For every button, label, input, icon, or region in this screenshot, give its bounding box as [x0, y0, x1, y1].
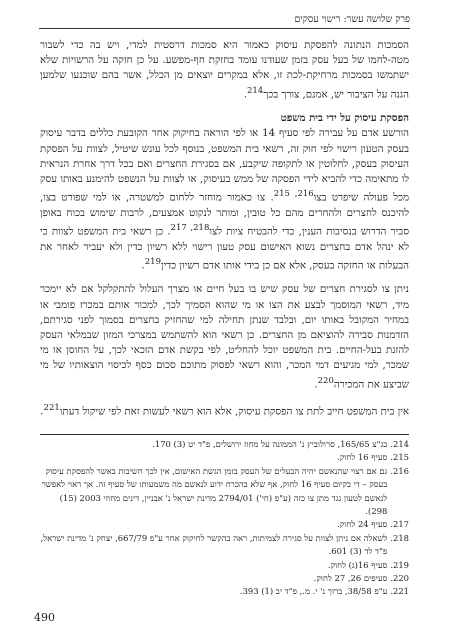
footnote-text: סעיף 24 לחוק. — [337, 519, 388, 530]
footnote-ref-215-216[interactable]: 216, 215 — [273, 189, 314, 200]
footnote-text: לשאלה אם ניתן לצוות על סגירה לצמיתות, ראה בהקשר לחיקוק אחר ע"פ 667/79, יצחק נ' מדינת ישראל, פ"ד לד (3) 601. — [40, 532, 388, 557]
page-number: 490 — [34, 611, 55, 624]
paragraph-4-text: אין בית המשפט חייב לתת צו הפסקת עיסוק, אלא הוא רשאי לעשות זאת לפי שיקול דעתו — [59, 406, 409, 418]
footnote-text: סעיפים 26, 27 לחוק. — [313, 573, 388, 584]
footnote-text: גם אם רצוי שהנאשם יהיה הבעלים של העסק בזמן הגשת האישום, אין לכך חשיבות באשר להפסקת עיסוק בעסק – די בקיום סעיף 16 לחוק, אף שלא בהכרח ידוע לנאשם מה משמעותו של סעיף זה. אך ראוי לאפשר לנאשם לטעון נגד מתן צו כזה (ע"פ (חי') 2794/01 מדינת ישראל נ' אבניין, דינים מחוזי 2003 (15) 298). — [41, 465, 388, 517]
footnote-text: סעיף 16(ג) לחוק. — [327, 559, 388, 570]
paragraph-3: ניתן צו לסגירת חצרים של עסק שיש בו בעל חיים או מצרך העלול להתקלקל אם לא יימכר מיד, רשאי המוסמך לבצע את הצו או מי שהוא הסמיך לכך, למכור אותם במכרז פומבי או במחיר המקובל באותו יום, ובלבד שנתן תחילה למי שהחזיק בחצרים בסמוך לפני סגירתם, הזדמנות סבירה להוציאם מן החצרים. כן רשאי הוא להשתמש במצרכי המזון שבמלאי העסק להזנת בעל-החיים. בית המשפט יוכל להחליט, לפי בקשת אדם הזכאי לכך, על החוסן או מי שמכר, למי מגיעים דמי המכר, והוא רשאי לפסוק מתוכם סכום כסף לכיסוי הוצאותיו של מי שביצע את המכירה$^{220}$. — [40, 284, 409, 391]
footnote-number: 215. — [390, 452, 409, 463]
footnote-number: 214. — [390, 439, 409, 449]
main-text — [40, 38, 409, 429]
footnote-ref-219[interactable]: 219 — [144, 256, 161, 267]
footnote-item — [40, 585, 409, 598]
footnote-ref-214[interactable]: 214 — [246, 85, 264, 96]
footnote-item — [40, 465, 409, 519]
footnote-number: 216. — [390, 465, 409, 476]
footnote-ref-220[interactable]: 220 — [317, 375, 334, 386]
section-heading: הפסקת עיסוק על ידי בית משפט — [280, 112, 409, 125]
footnote-number: 218. — [390, 532, 409, 543]
footnote-number: 219. — [390, 559, 409, 570]
footnote-ref-217-218[interactable]: 218, 217 — [170, 223, 210, 234]
paragraph-2: הורשע אדם על עבירה לפי סעיף 14 או לפי הוראה בחיקוק אחר הקובעת כללים בדבר עיסוק בעסק הטעון רישוי לפי חוק זה, רשאי בית המשפט, בנוסף לכל עונש שיטיל, לצוות על הפסקת העיסוק בעסק, לחלוטין או לתקופה שיקבע, אם בסגירת החצרים ואם בכל דרך אחרת הנראית לו מתאימה כדי להביא לידי הפסקה של ממש בעיסוק, או לצוות על הנשפט להימנע באותו עסק מכל פעולה שיפרט בצו$^{216, 215}$. צו כאמור מוחזר ללחום למשטרה, או למי שפורט בצו, להיכנס לחצרים ולהחרים מהם כל טובין, ומותר לנקוט אמצעים, לרבות שימוש בכוח באופן סביר הדרוש בנסיבות הענין, כדי להבטיח ציות לצו$^{218, 217}$. כן רשאי בית המשפט לצוות כי לא ינהל אדם בחצרים נשוא האישום עסק טעון רישוי ללא רשיון כדין ולא יעביר לאחר את הבעלות או החזקה בעסק, אלא אם כן בידי אותו אדם רשיון כדין$^{219}$. — [40, 128, 409, 272]
paragraph-3-text: ניתן צו לסגירת חצרים של עסק שיש בו בעל חיים או מצרך העלול להתקלקל אם לא יימכר מיד, רשאי המוסמך לבצע את הצו או מי שהוא הסמיך לכך, למכור אותם במכרז פומבי או במחיר המקובל באותו יום, ובלבד שנתן תחילה למי שהחזיק בחצרים בסמוך לפני סגירתם, הזדמנות סבירה להוציאם מן החצרים. כן רשאי הוא להשתמש במצרכי המזון שבמלאי העסק להזנת בעל-החיים. בית המשפט יוכל להחליט, לפי בקשת אדם הזכאי לכך, על החוסן או מי שמכר, למי מגיעים דמי המכר, והוא רשאי לפסוק מתוכם סכום כסף לכיסוי הוצאותיו של מי שביצע את המכירה — [40, 284, 409, 391]
footnote-item — [40, 438, 409, 451]
footnote-number: 221. — [390, 586, 409, 597]
paragraph-4: אין בית המשפט חייב לתת צו הפסקת עיסוק, אלא הוא רשאי לעשות זאת לפי שיקול דעתו$^{221}$. — [40, 403, 409, 418]
footnote-number: 217. — [390, 519, 409, 530]
paragraph-1: הסמכות הנתונה להפסקת עיסוק כאמור היא סמכות דרסטית למדי, ויש בה כדי לשבור מטה-לחמו של בעל עסק בזמן שעודנו עומד בחזקת חף-מפשע. על כן חזקה על הרשויות שלא ישתמשו בסמכות מרחיקת-לכת זו, אלא במקרים יוצאים מן הכלל, אשר בהם שוכנעו שלמען הגנה על הציבור יש, אמנם, צורך בכך$^{214}$. — [40, 40, 409, 100]
footnote-text: ע"פ 38/58, ברוך נ' י. מ., פ"ד יב (1) 393. — [239, 586, 388, 597]
running-header — [39, 14, 410, 29]
footnote-divider — [40, 434, 409, 435]
paragraph-2-end: . כן רשאי בית המשפט לצוות כי לא ינהל אדם בחצרים נשוא האישום עסק טעון רישוי ללא רשיון כדין ולא יעביר לאחר את הבעלות או החזקה בעסק, אלא אם כן בידי אותו אדם רשיון כדין — [40, 226, 409, 272]
footnote-item — [40, 518, 409, 531]
footnote-item — [40, 559, 409, 572]
footnote-item — [40, 451, 409, 464]
footnotes — [40, 438, 409, 599]
paragraph-2-continued: . צו כאמור מוחזר ללחום למשטרה, או למי שפורט בצו, להיכנס לחצרים ולהחרים מהם כל טובין, ומותר לנקוט אמצעים, לרבות שימוש בכוח באופן סביר הדרוש בנסיבות הענין, כדי להבטיח ציות לצו — [40, 192, 409, 238]
footnote-number: 220. — [390, 573, 409, 584]
paragraph-1-text: הסמכות הנתונה להפסקת עיסוק כאמור היא סמכות דרסטית למדי, ויש בה כדי לשבור מטה-לחמו של בעל עסק בזמן שעודנו עומד בחזקת חף-מפשע. על כן חזקה על הרשויות שלא ישתמשו בסמכות מרחיקת-לכת זו, אלא במקרים יוצאים מן הכלל, אשר בהם שוכנעו שלמען הגנה על הציבור יש, אמנם, צורך בכך — [40, 40, 409, 100]
footnote-ref-221[interactable]: 221 — [43, 403, 60, 414]
paragraph-2-text: הורשע אדם על עבירה לפי סעיף 14 או לפי הוראה בחיקוק אחר הקובעת כללים בדבר עיסוק בעסק הטעון רישוי לפי חוק זה, רשאי בית המשפט, בנוסף לכל עונש שיטיל, לצוות על הפסקת העיסוק בעסק, לחלוטין או לתקופה שיקבע, אם בסגירת החצרים ואם בכל דרך אחרת הנראית לו מתאימה כדי להביא לידי הפסקה של ממש בעיסוק, או לצוות על הנשפט להימנע באותו עסק מכל פעולה שיפרט בצו — [40, 128, 409, 204]
running-header-title: פרק שלושה עשר: רישוי עסקים — [294, 14, 410, 25]
footnote-text: בג"צ 165/65, סרולוביץ נ' הממונה על מחוז ירושלים, פ"ד יט (3) 170. — [152, 439, 388, 449]
footnote-text: סעיף 16 לחוק. — [337, 452, 388, 463]
footnote-item — [40, 532, 409, 559]
footnote-item — [40, 572, 409, 585]
